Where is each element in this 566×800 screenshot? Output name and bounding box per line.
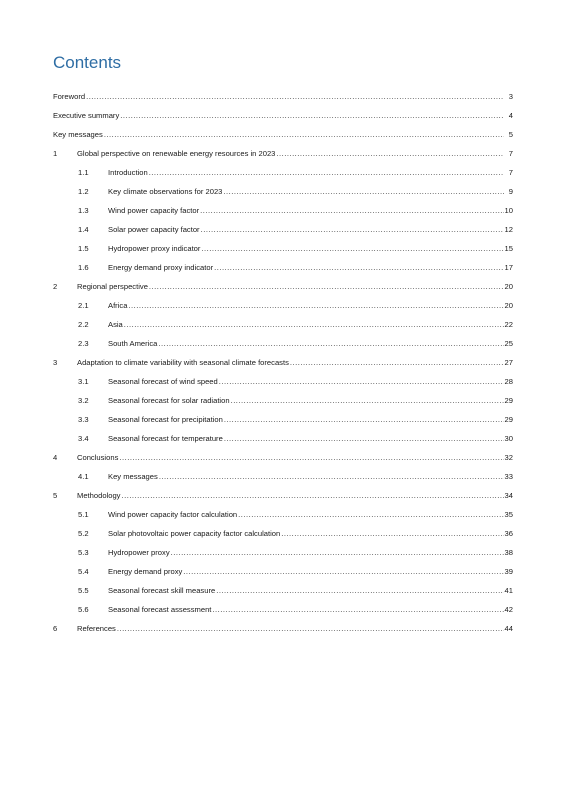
toc-entry-label: Key messages <box>53 130 103 139</box>
toc-entry-page-number: 7 <box>508 168 513 177</box>
toc-entry-page-number: 44 <box>504 624 513 633</box>
toc-entry-page-number: 15 <box>504 244 513 253</box>
toc-subsection-entry[interactable] <box>53 202 513 221</box>
toc-entry-label: Seasonal forecast for solar radiation <box>108 396 230 405</box>
dot-leader <box>201 240 503 257</box>
toc-entry-number: 1.6 <box>78 263 89 272</box>
dot-leader <box>171 544 504 561</box>
table-of-contents <box>53 88 513 639</box>
dot-leader <box>200 202 503 219</box>
toc-entry-number: 3 <box>53 358 58 367</box>
toc-entry-page-number: 20 <box>504 282 513 291</box>
toc-entry-label: Africa <box>108 301 128 310</box>
toc-entry[interactable] <box>53 620 513 639</box>
toc-entry-number: 1.1 <box>78 168 89 177</box>
toc-entry[interactable] <box>53 145 513 164</box>
toc-subsection-entry[interactable] <box>53 335 513 354</box>
toc-entry-page-number: 9 <box>508 187 513 196</box>
toc-entry-label: Regional perspective <box>77 282 148 291</box>
toc-entry[interactable] <box>53 449 513 468</box>
toc-entry-label: Seasonal forecast skill measure <box>108 586 216 595</box>
toc-subsection-entry[interactable] <box>53 544 513 563</box>
dot-leader <box>104 126 504 143</box>
toc-entry-number: 2.2 <box>78 320 89 329</box>
toc-entry-number: 5.2 <box>78 529 89 538</box>
toc-subsection-entry[interactable] <box>53 601 513 620</box>
toc-subsection-entry[interactable] <box>53 468 513 487</box>
dot-leader <box>120 107 504 124</box>
toc-subsection-entry[interactable] <box>53 259 513 278</box>
dot-leader <box>212 601 503 618</box>
toc-entry-number: 3.4 <box>78 434 89 443</box>
dot-leader <box>183 563 503 580</box>
toc-entry-label: Wind power capacity factor calculation <box>108 510 238 519</box>
toc-entry-page-number: 5 <box>508 130 513 139</box>
toc-entry-label: Seasonal forecast for temperature <box>108 434 223 443</box>
toc-entry-page-number: 12 <box>504 225 513 234</box>
toc-entry-page-number: 30 <box>504 434 513 443</box>
dot-leader <box>121 487 503 504</box>
toc-entry-page-number: 32 <box>504 453 513 462</box>
toc-entry-label: Seasonal forecast assessment <box>108 605 212 614</box>
toc-entry-label: Introduction <box>108 168 148 177</box>
toc-entry-label: Adaptation to climate variability with seasonal climate forecasts <box>77 358 289 367</box>
toc-entry[interactable] <box>53 278 513 297</box>
toc-entry-number: 1.3 <box>78 206 89 215</box>
toc-entry-page-number: 36 <box>504 529 513 538</box>
dot-leader <box>214 259 503 276</box>
toc-entry-number: 6 <box>53 624 58 633</box>
toc-entry-page-number: 29 <box>504 415 513 424</box>
toc-entry-page-number: 41 <box>504 586 513 595</box>
dot-leader <box>281 525 503 542</box>
toc-entry-page-number: 25 <box>504 339 513 348</box>
toc-entry-number: 2.1 <box>78 301 89 310</box>
toc-entry-page-number: 33 <box>504 472 513 481</box>
dot-leader <box>219 373 504 390</box>
dot-leader <box>201 221 504 238</box>
toc-subsection-entry[interactable] <box>53 506 513 525</box>
toc-entry-page-number: 28 <box>504 377 513 386</box>
toc-entry-label: Solar photovoltaic power capacity factor calculation <box>108 529 281 538</box>
toc-entry-number: 5.4 <box>78 567 89 576</box>
dot-leader <box>159 468 504 485</box>
toc-entry-page-number: 3 <box>508 92 513 101</box>
toc-entry[interactable] <box>53 107 513 126</box>
toc-entry-number: 1.5 <box>78 244 89 253</box>
dot-leader <box>224 430 504 447</box>
dot-leader <box>238 506 503 523</box>
toc-entry-page-number: 39 <box>504 567 513 576</box>
dot-leader <box>119 449 503 466</box>
toc-entry[interactable] <box>53 487 513 506</box>
toc-subsection-entry[interactable] <box>53 240 513 259</box>
toc-subsection-entry[interactable] <box>53 164 513 183</box>
dot-leader <box>231 392 504 409</box>
toc-entry-page-number: 7 <box>508 149 513 158</box>
toc-entry-page-number: 4 <box>508 111 513 120</box>
toc-subsection-entry[interactable] <box>53 430 513 449</box>
toc-entry-number: 4.1 <box>78 472 89 481</box>
toc-entry-number: 2.3 <box>78 339 89 348</box>
toc-entry-number: 1.4 <box>78 225 89 234</box>
toc-subsection-entry[interactable] <box>53 563 513 582</box>
toc-entry-number: 4 <box>53 453 58 462</box>
toc-entry-label: Hydropower proxy <box>108 548 170 557</box>
toc-entry-page-number: 35 <box>504 510 513 519</box>
toc-entry-label: Hydropower proxy indicator <box>108 244 201 253</box>
toc-entry-label: Executive summary <box>53 111 120 120</box>
dot-leader <box>149 278 504 295</box>
toc-entry-page-number: 42 <box>504 605 513 614</box>
toc-entry-label: Solar power capacity factor <box>108 225 200 234</box>
toc-subsection-entry[interactable] <box>53 411 513 430</box>
toc-entry-number: 5.3 <box>78 548 89 557</box>
dot-leader <box>158 335 503 352</box>
toc-entry-number: 3.1 <box>78 377 89 386</box>
toc-subsection-entry[interactable] <box>53 525 513 544</box>
toc-entry-label: References <box>77 624 116 633</box>
toc-entry-number: 1 <box>53 149 58 158</box>
toc-entry-page-number: 29 <box>504 396 513 405</box>
dot-leader <box>216 582 503 599</box>
dot-leader <box>276 145 504 162</box>
toc-entry-label: South America <box>108 339 158 348</box>
toc-entry-number: 3.3 <box>78 415 89 424</box>
toc-entry-page-number: 17 <box>504 263 513 272</box>
toc-entry-label: Key messages <box>108 472 158 481</box>
toc-entry[interactable] <box>53 126 513 145</box>
toc-entry-label: Wind power capacity factor <box>108 206 200 215</box>
toc-entry-number: 1.2 <box>78 187 89 196</box>
toc-entry-label: Conclusions <box>77 453 119 462</box>
toc-entry[interactable] <box>53 88 513 107</box>
toc-entry-label: Foreword <box>53 92 86 101</box>
page-title: Contents <box>53 53 122 72</box>
toc-entry-page-number: 34 <box>504 491 513 500</box>
toc-entry-page-number: 27 <box>504 358 513 367</box>
toc-entry-label: Global perspective on renewable energy resources in 2023 <box>77 149 276 158</box>
dot-leader <box>149 164 504 181</box>
dot-leader <box>290 354 504 371</box>
toc-subsection-entry[interactable] <box>53 392 513 411</box>
toc-entry-number: 5.1 <box>78 510 89 519</box>
toc-entry-number: 5.5 <box>78 586 89 595</box>
toc-entry-label: Energy demand proxy <box>108 567 183 576</box>
toc-entry-label: Key climate observations for 2023 <box>108 187 223 196</box>
toc-entry-page-number: 20 <box>504 301 513 310</box>
toc-entry-label: Seasonal forecast for precipitation <box>108 415 223 424</box>
toc-entry-label: Asia <box>108 320 123 329</box>
dot-leader <box>223 183 504 200</box>
toc-entry-number: 2 <box>53 282 58 291</box>
toc-subsection-entry[interactable] <box>53 316 513 335</box>
dot-leader <box>128 297 503 314</box>
toc-subsection-entry[interactable] <box>53 373 513 392</box>
dot-leader <box>86 88 504 105</box>
dot-leader <box>124 316 504 333</box>
toc-entry-page-number: 22 <box>504 320 513 329</box>
toc-entry-label: Energy demand proxy indicator <box>108 263 214 272</box>
toc-entry-page-number: 10 <box>504 206 513 215</box>
toc-subsection-entry[interactable] <box>53 297 513 316</box>
toc-subsection-entry[interactable] <box>53 183 513 202</box>
dot-leader <box>117 620 504 637</box>
toc-entry-page-number: 38 <box>504 548 513 557</box>
toc-entry-label: Methodology <box>77 491 121 500</box>
toc-entry-number: 3.2 <box>78 396 89 405</box>
toc-subsection-entry[interactable] <box>53 582 513 601</box>
dot-leader <box>224 411 504 428</box>
toc-subsection-entry[interactable] <box>53 221 513 240</box>
toc-entry-number: 5 <box>53 491 58 500</box>
toc-entry[interactable] <box>53 354 513 373</box>
toc-entry-label: Seasonal forecast of wind speed <box>108 377 218 386</box>
toc-entry-number: 5.6 <box>78 605 89 614</box>
